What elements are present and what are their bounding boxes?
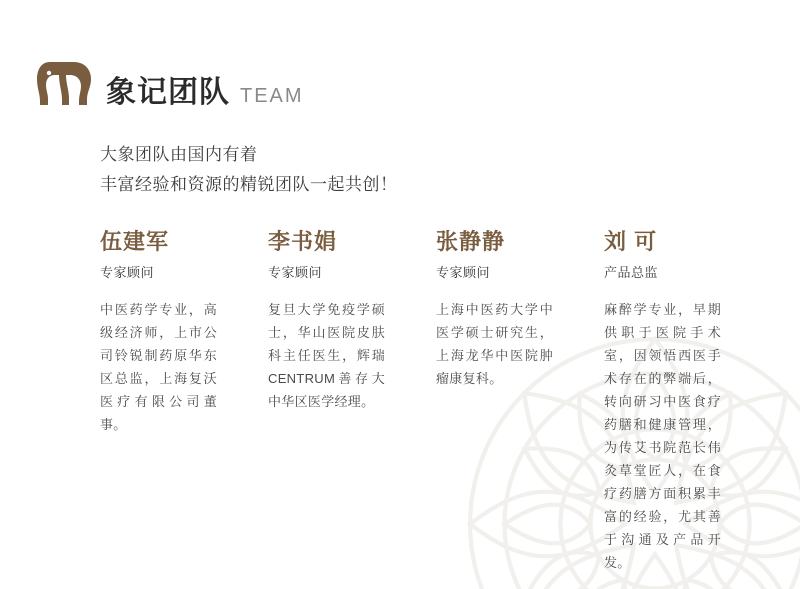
team-member-card: [268, 228, 385, 574]
member-role: 产品总监: [604, 265, 659, 280]
member-bio: 中医药学专业，高级经济师，上市公司铃锐制药原华东区总监，上海复沃医疗有限公司董事。: [100, 302, 217, 432]
member-name: 李书娟: [268, 229, 338, 254]
member-name: 张静静: [436, 229, 506, 254]
intro-line-1: 大象团队由国内有着: [100, 145, 258, 164]
intro-text: [100, 140, 398, 200]
member-bio: 麻醉学专业，早期供职于医院手术室，因领悟西医手术存在的弊端后，转向研习中医食疗药膳和健康管理，为传艾书院范长伟灸草堂匠人，在食疗药膳方面积累丰富的经验，尤其善于沟通及产品开发。: [604, 302, 721, 570]
member-role: 专家顾问: [436, 265, 491, 280]
elephant-logo-icon: [36, 58, 92, 106]
member-role: 专家顾问: [100, 265, 155, 280]
team-member-card: [604, 228, 721, 574]
member-bio: 上海中医药大学中医学硕士研究生，上海龙华中医院肿瘤康复科。: [436, 302, 553, 386]
slide-header: [36, 58, 304, 108]
page-title-en: TEAM: [240, 85, 304, 107]
intro-line-2: 丰富经验和资源的精锐团队一起共创！: [100, 175, 398, 194]
team-member-card: [436, 228, 553, 574]
member-role: 专家顾问: [268, 265, 323, 280]
team-member-card: [100, 228, 217, 574]
team-member-list: [100, 228, 740, 574]
page-title: 象记团队: [106, 76, 230, 109]
member-name: 伍建军: [100, 229, 170, 254]
member-bio: 复旦大学免疫学硕士，华山医院皮肤科主任医生，辉瑞CENTRUM善存大中华区医学经理。: [268, 302, 385, 409]
member-name: 刘 可: [604, 229, 658, 254]
